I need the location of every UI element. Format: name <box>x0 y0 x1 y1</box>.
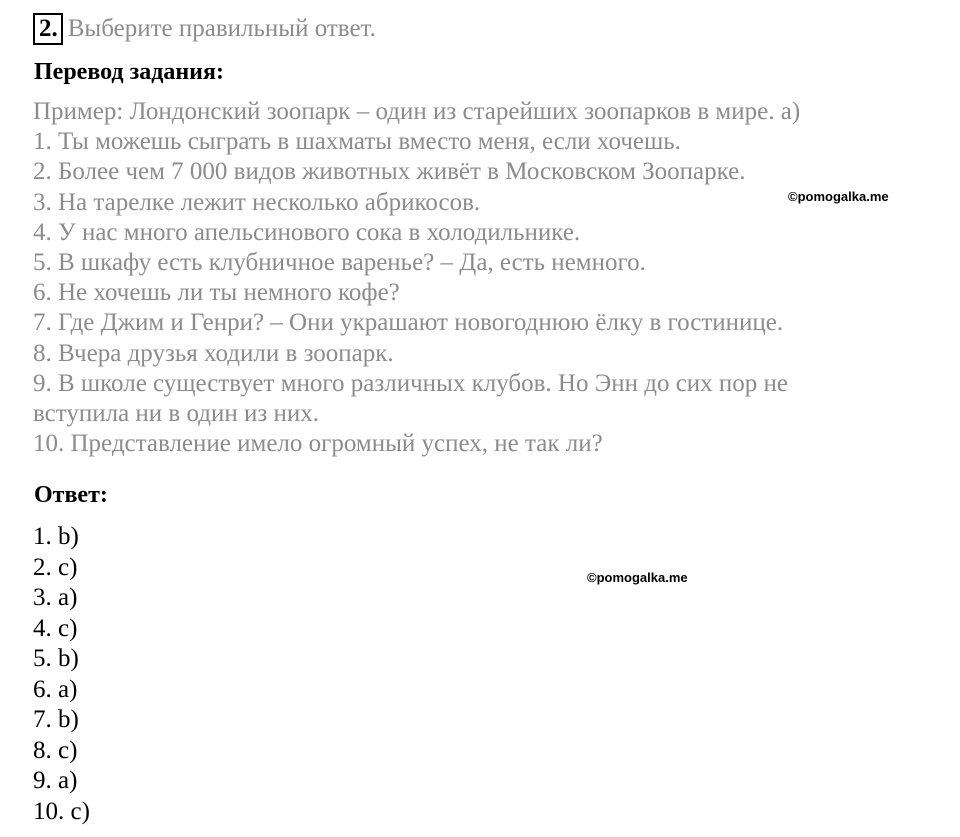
task-instruction: Выберите правильный ответ. <box>67 15 376 42</box>
translation-line-example: Пример: Лондонский зоопарк – один из старейших зоопарков в мире. a) <box>33 98 801 125</box>
task-header <box>33 12 376 46</box>
answer-item: 3. a) <box>33 584 78 611</box>
translation-line-3: 3. На тарелке лежит несколько абрикосов. <box>33 188 481 216</box>
answer-item: 6. a) <box>33 675 78 703</box>
answer-item: 8. c) <box>33 736 78 764</box>
translation-heading: Перевод задания: <box>34 59 224 85</box>
translation-line-6: 6. Не хочешь ли ты немного кофе? <box>33 279 400 307</box>
translation-line-10: 10. Представление имело огромный успех, не так ли? <box>33 430 603 458</box>
translation-line-8: 8. Вчера друзья ходили в зоопарк. <box>33 339 394 367</box>
watermark: ©pomogalka.me <box>587 570 688 585</box>
translation-list <box>33 97 913 459</box>
translation-line-2: 2. Более чем 7 000 видов животных живёт в Московском Зоопарке. <box>33 158 746 186</box>
watermark: ©pomogalka.me <box>788 189 889 204</box>
translation-line-5: 5. В шкафу есть клубничное варенье? – Да, есть немного. <box>33 249 646 277</box>
translation-line-9: 9. В школе существует много различных клубов. Но Энн до сих пор не <box>33 369 789 397</box>
answer-list <box>33 522 90 827</box>
answer-item: 4. c) <box>33 614 78 642</box>
translation-line-1: 1. Ты можешь сыграть в шахматы вместо меня, если хочешь. <box>33 128 681 156</box>
translation-line-4: 4. У нас много апельсинового сока в холодильнике. <box>33 218 581 246</box>
task-number: 2. <box>33 13 63 45</box>
translation-line-9-continued: вступила ни в один из них. <box>33 400 320 428</box>
answer-item: 5. b) <box>33 645 79 672</box>
answer-item: 1. b) <box>33 523 79 550</box>
translation-line-7: 7. Где Джим и Генри? – Они украшают новогоднюю ёлку в гостинице. <box>33 309 784 337</box>
answer-item: 10. c) <box>33 797 90 825</box>
answer-item: 2. c) <box>33 553 78 581</box>
answer-item: 9. a) <box>33 767 78 794</box>
answer-heading: Ответ: <box>34 482 108 508</box>
answer-item: 7. b) <box>33 706 79 733</box>
